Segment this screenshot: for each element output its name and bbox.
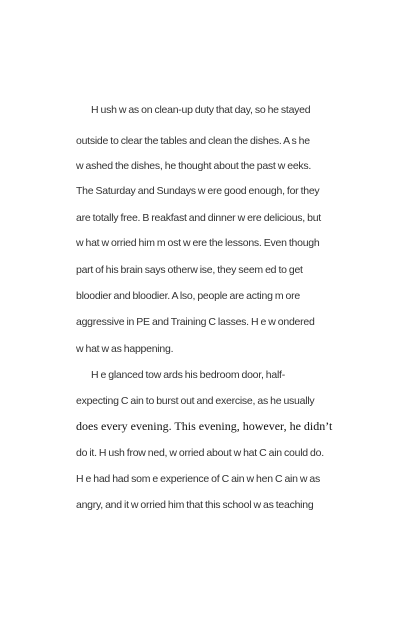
text-line: angry, and it w orried him that this school w as teaching: [76, 499, 314, 511]
text-line: H e had had som e experience of C ain w hen C ain w as: [76, 473, 320, 485]
text-line: expecting C ain to burst out and exercise, as he usually: [76, 395, 315, 407]
text-line: does every evening. This evening, however, he didn’t: [76, 419, 333, 433]
text-line: aggressive in PE and Training C lasses. H e w ondered: [76, 316, 315, 328]
text-line: are totally free. B reakfast and dinner w ere delicious, but: [76, 212, 321, 224]
text-line: part of his brain says otherw ise, they seem ed to get: [76, 264, 303, 276]
text-line: H ush w as on clean-up duty that day, so he stayed: [91, 104, 311, 116]
text-line: H e glanced tow ards his bedroom door, half-: [91, 369, 285, 381]
text-line: bloodier and bloodier. A lso, people are acting m ore: [76, 290, 300, 302]
text-line: The Saturday and Sundays w ere good enough, for they: [76, 185, 320, 197]
text-line: w hat w as happening.: [76, 343, 174, 355]
text-line: w hat w orried him m ost w ere the lessons. Even though: [76, 237, 320, 249]
text-line: w ashed the dishes, he thought about the past w eeks.: [76, 160, 312, 172]
text-line: do it. H ush frow ned, w orried about w hat C ain could do.: [76, 447, 324, 459]
text-line: outside to clear the tables and clean the dishes. A s he: [76, 135, 310, 147]
